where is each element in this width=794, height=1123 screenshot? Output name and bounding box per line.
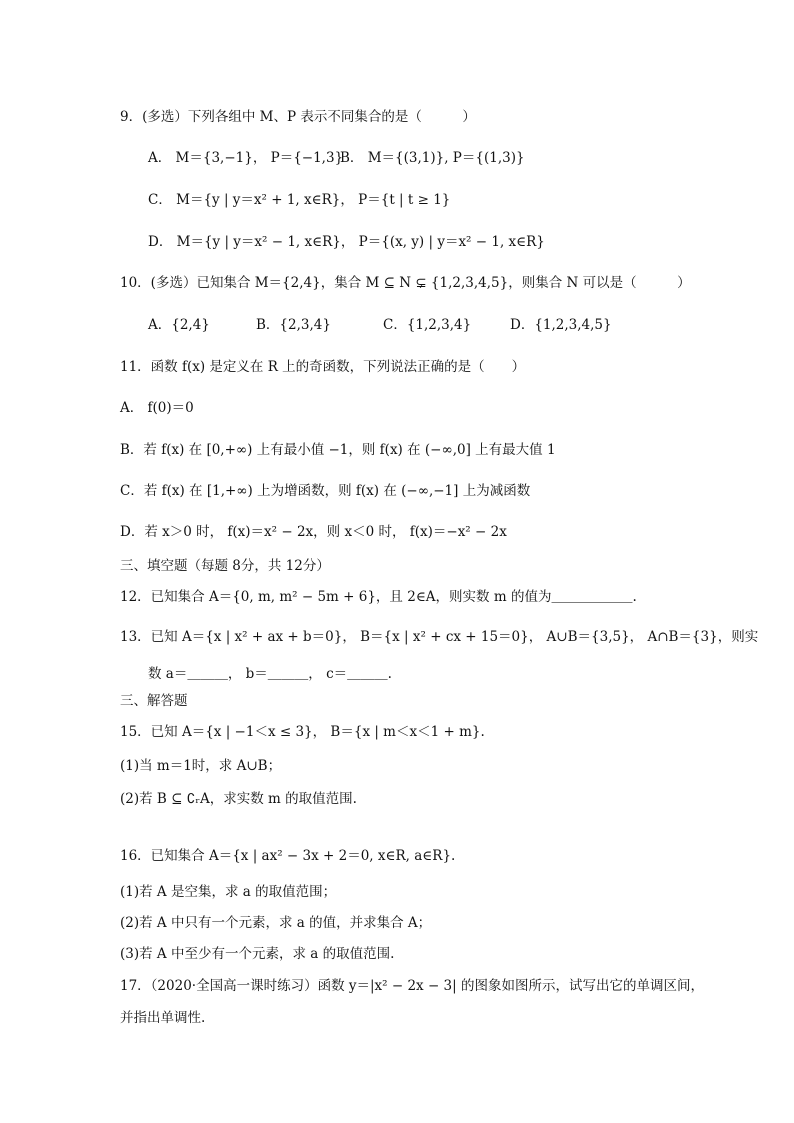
q15-part-2: (2)若 B ⊆ ∁ᵣA，求实数 m 的取值范围. [120, 791, 357, 807]
q16-part-3: (3)若 A 中至少有一个元素，求 a 的取值范围. [120, 946, 395, 962]
q9-option-d: D． M＝{y | y＝x² − 1, x∈R}， P＝{(x, y) | y＝x² − 1, x∈R} [148, 234, 545, 250]
q17-line-1: 17．（2020·全国高一课时练习）函数 y＝|x² − 2x − 3| 的图象如图所示，试写出它的单调区间， [120, 978, 704, 994]
q17-line-2: 并指出单调性. [120, 1010, 206, 1026]
q11-option-d: D．若 x＞0 时， f(x)＝x² − 2x，则 x＜0 时， f(x)＝−x² − 2x [120, 524, 507, 540]
q15-stem: 15．已知 A＝{x | −1＜x ≤ 3}， B＝{x | m＜x＜1 + m}. [120, 724, 485, 740]
section-heading-fill-in: 三、填空题（每题 8分，共 12分） [120, 558, 330, 574]
q15-part-1: (1)当 m＝1时，求 A∪B； [120, 758, 282, 774]
q10-stem: 10．(多选）已知集合 M＝{2,4}，集合 M ⊆ N ⊊ {1,2,3,4,5}，则集合 N 可以是（ ） [120, 275, 691, 291]
q10-option-d: D．{1,2,3,4,5} [510, 317, 612, 333]
q13-line-1: 13．已知 A＝{x | x² + ax + b＝0}， B＝{x | x² + cx + 15＝0}， A∪B＝{3,5}， A∩B＝{3}，则实 [120, 629, 759, 645]
q10-option-a: A．{2,4} [148, 317, 210, 333]
q11-stem: 11．函数 f(x) 是定义在 R 上的奇函数，下列说法正确的是（ ） [120, 359, 526, 375]
q9-stem: 9．(多选）下列各组中 M、P 表示不同集合的是（ ） [120, 109, 476, 125]
q13-line-2: 数 a＝＿＿＿， b＝＿＿＿， c＝＿＿＿. [148, 666, 392, 682]
section-heading-solutions: 三、解答题 [120, 693, 188, 709]
q16-stem: 16．已知集合 A＝{x | ax² − 3x + 2＝0, x∈R, a∈R}. [120, 848, 456, 864]
q11-option-b: B．若 f(x) 在 [0,+∞) 上有最小值 −1，则 f(x) 在 (−∞,0] 上有最大值 1 [120, 442, 556, 458]
q10-option-c: C．{1,2,3,4} [383, 317, 472, 333]
q9-option-a: A． M＝{3,−1}， P＝{−1,3} [148, 150, 344, 166]
q12-stem: 12．已知集合 A＝{0, m, m² − 5m + 6}，且 2∈A，则实数 m 的值为＿＿＿＿＿＿. [120, 589, 637, 605]
q11-option-c: C．若 f(x) 在 [1,+∞) 上为增函数，则 f(x) 在 (−∞,−1] 上为减函数 [120, 483, 531, 499]
q10-option-b: B．{2,3,4} [256, 317, 331, 333]
q16-part-2: (2)若 A 中只有一个元素，求 a 的值，并求集合 A； [120, 915, 432, 931]
q9-option-c: C． M＝{y | y＝x² + 1, x∈R}， P＝{t | t ≥ 1} [148, 192, 451, 208]
q9-option-b: B． M＝{(3,1)}, P＝{(1,3)} [340, 150, 525, 166]
q16-part-1: (1)若 A 是空集，求 a 的取值范围； [120, 884, 337, 900]
q11-option-a: A． f(0)＝0 [120, 400, 194, 416]
